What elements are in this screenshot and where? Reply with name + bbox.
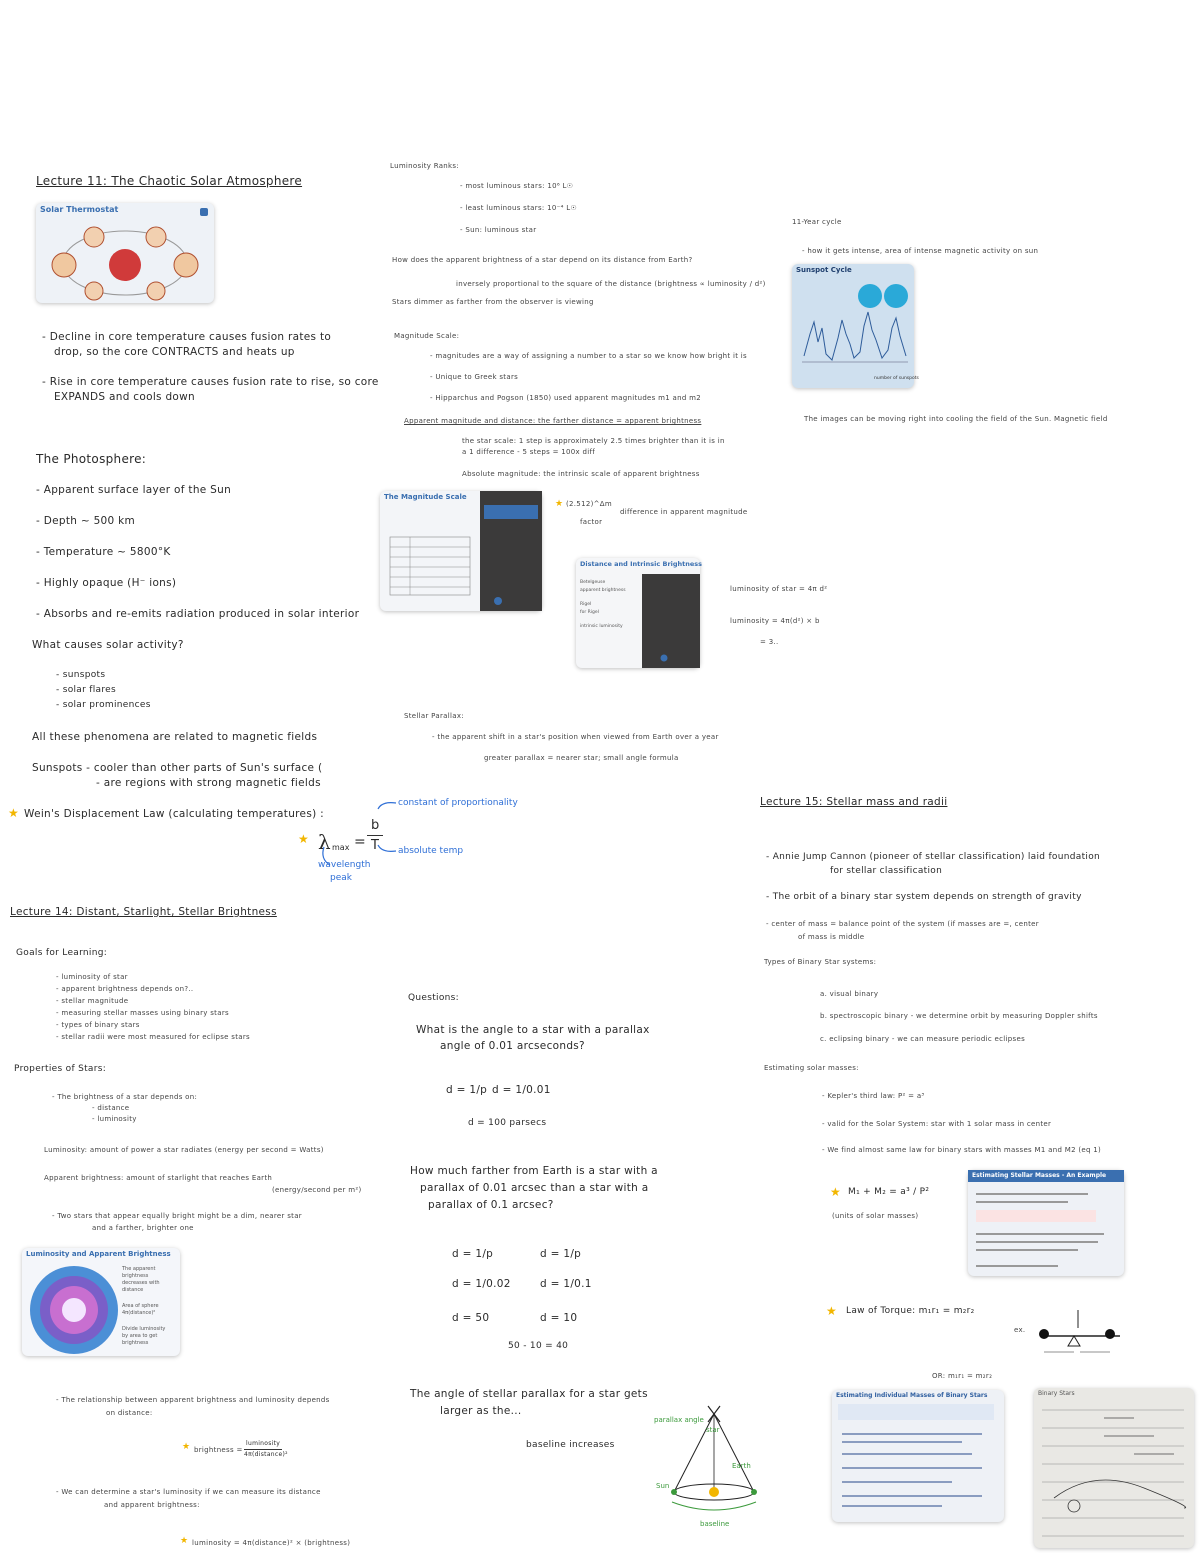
star-icon: ★ [830,1185,841,1199]
calc-right: d = 1/p [540,1248,582,1260]
calc-result: 50 - 10 = 40 [508,1341,569,1351]
decline-bullet-2: drop, so the core CONTRACTS and heats up [54,346,295,358]
goal-item: - luminosity of star [56,973,128,981]
photo-item: - Absorbs and re-emits radiation produced in solar interior [36,608,360,620]
rank-item: - least luminous stars: 10⁻⁴ L☉ [460,204,577,212]
activity-item: - solar flares [56,685,116,695]
how-question: How does the apparent brightness of a star depend on its distance from Earth? [392,256,693,264]
star-icon: ★ [298,832,309,846]
factor-label: factor [580,518,603,526]
two-stars-line: - Two stars that appear equally bright might be a dim, nearer star [52,1212,302,1220]
brightness-formula: brightness = [194,1446,243,1454]
activity-item: - solar prominences [56,700,151,710]
mass-formula: M₁ + M₂ = a³ / P² [848,1187,930,1197]
star-icon: ★ [182,1442,191,1452]
torque-line: Law of Torque: m₁r₁ = m₂r₂ [846,1306,975,1316]
photosphere-heading: The Photosphere: [36,452,147,466]
same-law-line: - We find almost same law for binary stars with masses M1 and M2 (eq 1) [822,1146,1102,1154]
rise-bullet-2: EXPANDS and cools down [54,391,195,403]
absolute-mag-line: Absolute magnitude: the intrinsic scale of apparent brightness [462,470,700,478]
activity-item: - sunspots [56,670,106,680]
two-stars-line-2: and a farther, brighter one [92,1224,194,1232]
luminosity-sphere [22,1248,180,1356]
goal-item: - apparent brightness depends on?.. [56,985,194,993]
photo-item: - Apparent surface layer of the Sun [36,484,232,496]
rank-item: - most luminous stars: 10⁶ L☉ [460,182,574,190]
sun-cycle-line: - how it gets intense, area of intense magnetic activity on sun [802,247,1039,255]
center-line-2: of mass is middle [798,933,865,941]
thumb-title: Estimating Stellar Masses - An Example [972,1172,1107,1179]
mag-item: - Unique to Greek stars [430,373,519,381]
indiv-content [832,1390,1004,1522]
handwritten-notes-photo [1034,1388,1194,1548]
angle-question-2: larger as the... [440,1405,522,1417]
thumb-title: Luminosity and Apparent Brightness [26,1250,171,1258]
baseline-answer: baseline increases [526,1440,615,1450]
lecture11-title: Lecture 11: The Chaotic Solar Atmosphere [36,174,303,188]
star-icon: ★ [826,1304,837,1318]
wiens-law-heading: Wein's Displacement Law (calculating temperatures) : [24,808,324,820]
brightness-denominator: 4π(distance)² [244,1451,288,1458]
star-icon: ★ [8,806,19,820]
question-2-2: parallax of 0.01 arcsec than a star with a [420,1182,649,1194]
questions-heading: Questions: [408,993,459,1003]
parallax-line: - the apparent shift in a star's position when viewed from Earth over a year [432,733,719,741]
binary-type: a. visual binary [820,990,879,998]
numerator-b: b [371,818,380,833]
difference-label: difference in apparent magnitude [620,508,748,516]
types-heading: Types of Binary Star systems: [764,958,877,966]
distance-result: d = 100 parsecs [468,1118,547,1128]
right-note: luminosity of star = 4π d² [730,585,828,593]
annie-line-2: for stellar classification [830,866,943,876]
torque-diagram [1030,1300,1130,1370]
denominator-T: T [371,838,379,853]
calc-right: d = 10 [540,1312,578,1324]
brightness-definition: Apparent brightness: amount of starlight that reaches Earth [44,1174,273,1182]
brightness-definition-2: (energy/second per m²) [272,1186,362,1194]
annie-line: - Annie Jump Cannon (pioneer of stellar classification) laid foundation [766,852,1101,862]
cycle-note: The images can be moving right into cooling the field of the Sun. Magnetic field [804,415,1108,423]
brightness-ratio: (2.512)^Δm [566,500,612,508]
sunspot-chart [792,264,914,388]
orbit-line: - The orbit of a binary star system depends on strength of gravity [766,892,1082,902]
distance-eq-1: d = 1/p [446,1084,488,1096]
binary-type: c. eclipsing binary - we can measure periodic eclipses [820,1035,1026,1043]
relationship-line: - The relationship between apparent brightness and luminosity depends [56,1396,330,1404]
individual-masses-image [832,1390,1004,1522]
question-1-2: angle of 0.01 arcseconds? [440,1040,585,1052]
goal-item: - stellar radii were most measured for eclipse stars [56,1033,250,1041]
parallax-sub: greater parallax = nearer star; small angle formula [484,754,679,762]
angle-question: The angle of stellar parallax for a star gets [410,1388,648,1400]
estimating-heading: Estimating solar masses: [764,1064,859,1072]
baseline-label: baseline [700,1520,730,1528]
rank-heading: Luminosity Ranks: [390,162,459,170]
star-label: star [706,1426,720,1434]
star-icon: ★ [555,499,564,509]
luminosity-image: Luminosity and Apparent Brightness The apparent brightness decreases with distance Area of sphere 4π(distance)² Divide luminosity by area to get brightness [22,1248,180,1356]
prop-line: - luminosity [92,1115,137,1123]
distance-eq-2: d = 1/0.01 [492,1084,551,1096]
right-note: luminosity = 4π(d²) × b [730,617,820,625]
wavelength-annotation: wavelength [318,860,371,870]
wien-annotation-lines [300,795,410,885]
distance-brightness-image: Distance and Intrinsic Brightness Betelgeuse apparent brightness Rigel for Rigel intrinsic luminosity [576,558,700,668]
goals-heading: Goals for Learning: [16,948,108,958]
prop-line: - distance [92,1104,130,1112]
constant-annotation: constant of proportionality [398,798,518,808]
binary-type: b. spectroscopic binary - we determine orbit by measuring Doppler shifts [820,1012,1098,1020]
mag-item: - magnitudes are a way of assigning a number to a star so we know how bright it is [430,352,747,360]
brightness-numerator: luminosity [246,1440,281,1447]
stars-dimmer-line: Stars dimmer as farther from the observer is viewing [392,298,594,306]
thumb-title: Estimating Individual Masses of Binary Stars [836,1392,988,1399]
calc-right: d = 1/0.1 [540,1278,592,1290]
solar-activity-question: What causes solar activity? [32,639,184,651]
calc-left: d = 50 [452,1312,490,1324]
equals-sign: = [354,834,366,850]
ex-label: ex. [1014,1326,1026,1334]
magnitude-scale-image [380,491,542,611]
question-2: How much farther from Earth is a star with a [410,1165,658,1177]
rise-bullet: - Rise in core temperature causes fusion rate to rise, so core [42,376,379,388]
prop-line: - The brightness of a star depends on: [52,1093,198,1101]
valid-line: - valid for the Solar System: star with 1 solar mass in center [822,1120,1052,1128]
calc-left: d = 1/0.02 [452,1278,511,1290]
star-icon: ★ [180,1536,189,1546]
photo-item: - Highly opaque (H⁻ ions) [36,577,177,589]
luminosity-definition: Luminosity: amount of power a star radiates (energy per second = Watts) [44,1146,324,1154]
parallax-heading: Stellar Parallax: [404,712,464,720]
thumb-title: Binary Stars [1038,1390,1075,1397]
or-line: OR: m₁r₁ = m₂r₂ [932,1372,993,1380]
sunspots-line-2: - are regions with strong magnetic fields [96,777,321,789]
abs-temp-annotation: absolute temp [398,846,464,856]
kepler-line: - Kepler's third law: P² = a³ [822,1092,925,1100]
mass-example-image [968,1170,1124,1276]
luminosity-formula: luminosity = 4π(distance)² × (brightness) [192,1539,351,1547]
thumb-title: Sunspot Cycle [796,266,852,274]
photo-item: - Depth ~ 500 km [36,515,136,527]
notes-sketch [1034,1388,1194,1548]
decline-bullet: - Decline in core temperature causes fusion rates to [42,331,332,343]
right-note: = 3.. [760,638,779,646]
sun-label: Sun [656,1482,670,1490]
solar-thermostat-image [36,203,214,303]
lecture14-title: Lecture 14: Distant, Starlight, Stellar Brightness [10,906,277,918]
determine-line-2: and apparent brightness: [104,1501,200,1509]
lambda-symbol: λ [318,830,331,854]
example-content [968,1170,1124,1276]
photo-item: - Temperature ~ 5800°K [36,546,171,558]
center-line: - center of mass = balance point of the system (if masses are =, center [766,920,1039,928]
calc-left: d = 1/p [452,1248,494,1260]
magnitude-heading: Magnitude Scale: [394,332,460,340]
goal-item: - stellar magnitude [56,997,129,1005]
lambda-subscript: max [332,843,350,852]
thermostat-diagram [36,203,214,303]
units-line: (units of solar masses) [832,1212,919,1220]
sun-cycle-heading: 11-Year cycle [792,218,842,226]
goal-item: - measuring stellar masses using binary stars [56,1009,229,1017]
sunspots-line: Sunspots - cooler than other parts of Sun's surface ( [32,762,323,774]
goal-item: - types of binary stars [56,1021,140,1029]
parallax-angle-label: parallax angle [654,1416,704,1424]
apparent-mag-line: Apparent magnitude and distance: the farther distance = apparent brightness [404,417,702,425]
thumb-title: Distance and Intrinsic Brightness [580,560,703,568]
rank-item: - Sun: luminous star [460,226,537,234]
mag-note: the star scale: 1 step is approximately 2.5 times brighter than it is in [462,437,725,445]
determine-line: - We can determine a star's luminosity if we can measure its distance [56,1488,321,1496]
relationship-line-2: on distance: [106,1409,153,1417]
mag-note-2: a 1 difference - 5 steps = 100x diff [462,448,596,456]
thumb-title: The Magnitude Scale [384,493,467,501]
question-2-3: parallax of 0.1 arcsec? [428,1199,554,1211]
phenomena-line: All these phenomena are related to magnetic fields [32,731,318,743]
peak-annotation: peak [330,873,352,883]
earth-label: Earth [732,1462,751,1470]
lecture15-title: Lecture 15: Stellar mass and radii [760,796,948,808]
properties-heading: Properties of Stars: [14,1064,107,1074]
mag-item: - Hipparchus and Pogson (1850) used apparent magnitudes m1 and m2 [430,394,702,402]
how-answer: inversely proportional to the square of the distance (brightness ∝ luminosity / d²) [456,280,766,288]
magnitude-table [380,491,542,611]
thumb-title: Solar Thermostat [40,205,119,214]
question-1: What is the angle to a star with a parallax [416,1024,650,1036]
sunspot-cycle-image: Sunspot Cycle number of sunspots [792,264,914,388]
